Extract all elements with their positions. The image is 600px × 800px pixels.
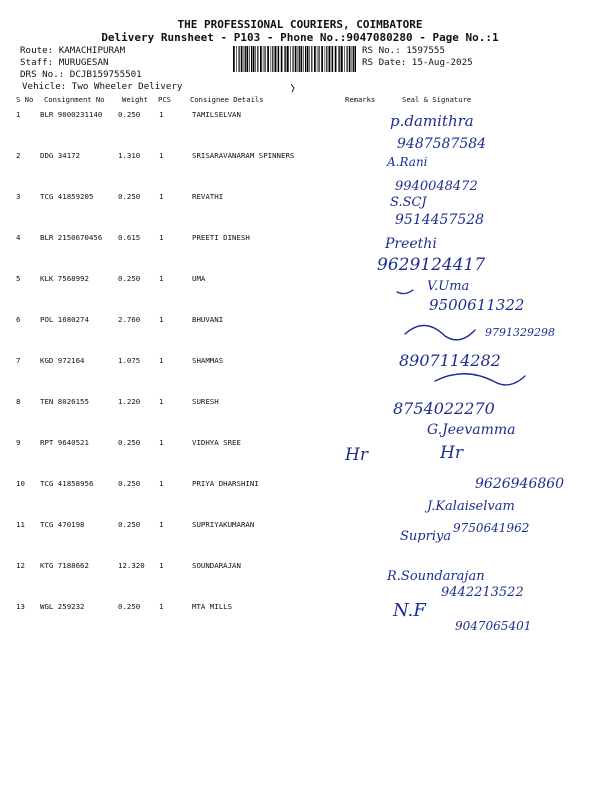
row-sno: 10 [16,479,25,488]
row-pcs: 1 [159,274,164,283]
row-consignment: KTG 7188662 [40,561,89,570]
row-pcs: 1 [159,397,164,406]
col-sno: S No [16,95,34,104]
sig-phone-4: 9629124417 [377,255,486,275]
barcode-image [232,46,356,72]
sig-stroke-7 [435,374,525,385]
row-pcs: 1 [159,479,164,488]
col-pcs: PCS [158,95,171,104]
sig-phone-7: 8907114282 [399,351,501,370]
sig-name-13: N.F [393,600,426,621]
row-pcs: 1 [159,356,164,365]
rs-number: RS No.: 1597555 [362,45,445,56]
row-consignee: SOUNDARAJAN [192,561,241,570]
row-pcs: 1 [159,520,164,529]
route-label: Route: KAMACHIPURAM [20,45,126,56]
sig-stroke-5 [397,290,413,294]
row-weight: 1.075 [118,356,141,365]
row-weight: 1.310 [118,151,141,160]
row-consignment: KLK 7568992 [40,274,89,283]
row-sno: 9 [16,438,21,447]
sig-name-5: V.Uma [427,279,470,294]
sig-phone-13: 9047065401 [455,619,532,633]
row-consignee: SHAMMAS [192,356,224,365]
row-sno: 3 [16,192,21,201]
row-consignment: POL 1680274 [40,315,89,324]
pen-mark [288,82,298,94]
runsheet-title: Delivery Runsheet - P103 - Phone No.:9047080280 - Page No.:1 [101,31,499,44]
sig-stroke-6 [405,325,475,339]
row-consignee: PREETI DINESH [192,233,250,242]
col-weight: Weight [122,95,148,104]
row-pcs: 1 [159,110,164,119]
row-sno: 2 [16,151,21,160]
row-pcs: 1 [159,561,164,570]
row-pcs: 1 [159,233,164,242]
row-weight: 0.250 [118,110,141,119]
row-consignment: BLR 9000231140 [40,110,103,119]
rs-date: RS Date: 15-Aug-2025 [362,57,473,68]
row-consignee: VIDHYA SREE [192,438,241,447]
row-consignment: KGD 972164 [40,356,85,365]
signature-area [335,106,600,646]
row-consignee: SUPRIYAKUMARAN [192,520,255,529]
row-consignee: SRISARAVANARAM SPINNERS [192,151,295,160]
sig-mark-9b: Hr [440,443,463,463]
row-weight: 0.615 [118,233,141,242]
sig-phone-8: 8754022270 [393,399,495,418]
row-sno: 11 [16,520,25,529]
row-sno: 7 [16,356,21,365]
col-consignee: Consignee Details [190,95,264,104]
row-sno: 4 [16,233,21,242]
row-consignee: BHUVANI [192,315,224,324]
row-consignment: RPT 9640521 [40,438,89,447]
sig-name-11: Supriya [400,529,452,544]
sig-mark-9a: Hr [345,445,368,465]
company-title: THE PROFESSIONAL COURIERS, COIMBATORE [177,18,423,31]
row-sno: 5 [16,274,21,283]
sig-phone-6: 9791329298 [485,326,555,339]
row-consignee: MTA MILLS [192,602,233,611]
row-consignee: SURESH [192,397,219,406]
sig-name-2: A.Rani [387,155,428,169]
row-consignment: TCG 470198 [40,520,85,529]
sig-phone-2: 9940048472 [395,179,478,194]
row-sno: 12 [16,561,25,570]
row-consignment: BLR 2150670456 [40,233,103,242]
sig-phone-5: 9500611322 [429,296,525,314]
row-sno: 1 [16,110,21,119]
sig-phone-3: 9514457528 [395,212,485,228]
row-consignment: TEN 8026155 [40,397,89,406]
drs-label: DRS No.: DCJB159755501 [20,69,142,80]
row-pcs: 1 [159,602,164,611]
sig-phone-1: 9487587584 [397,136,487,152]
row-weight: 1.220 [118,397,141,406]
sig-phone-10: 9626946860 [475,476,565,492]
sig-name-8: G.Jeevamma [427,422,516,438]
sig-name-3: S.SCJ [390,195,427,210]
row-consignee: REVATHI [192,192,224,201]
row-weight: 2.760 [118,315,141,324]
row-consignee: PRIYA DHARSHINI [192,479,259,488]
row-weight: 0.250 [118,192,141,201]
row-pcs: 1 [159,151,164,160]
sig-name-12: R.Soundarajan [387,569,485,584]
row-consignee: UMA [192,274,206,283]
staff-label: Staff: MURUGESAN [20,57,109,68]
row-sno: 8 [16,397,21,406]
sig-name-1: p.damithra [390,112,474,130]
sig-phone-11: 9750641962 [453,521,530,535]
row-weight: 0.250 [118,520,141,529]
row-pcs: 1 [159,315,164,324]
col-consignment: Consignment No [44,95,105,104]
row-consignment: TCG 41858956 [40,479,94,488]
row-weight: 0.250 [118,602,141,611]
vehicle-label: Vehicle: Two Wheeler Delivery [22,81,183,92]
row-consignment: TCG 41859205 [40,192,94,201]
row-weight: 0.250 [118,274,141,283]
row-weight: 0.250 [118,438,141,447]
row-pcs: 1 [159,438,164,447]
sig-name-10: J.Kalaiselvam [427,499,515,514]
row-sno: 6 [16,315,21,324]
sig-phone-12: 9442213522 [441,585,524,600]
row-pcs: 1 [159,192,164,201]
sig-name-4: Preethi [385,236,437,252]
row-consignee: TAMILSELVAN [192,110,241,119]
row-sno: 13 [16,602,25,611]
row-consignment: DDG 34172 [40,151,81,160]
row-consignment: WGL 259232 [40,602,85,611]
row-weight: 0.250 [118,479,141,488]
col-seal-signature: Seal & Signature [402,95,472,104]
col-remarks: Remarks [345,95,376,104]
row-weight: 12.320 [118,561,145,570]
